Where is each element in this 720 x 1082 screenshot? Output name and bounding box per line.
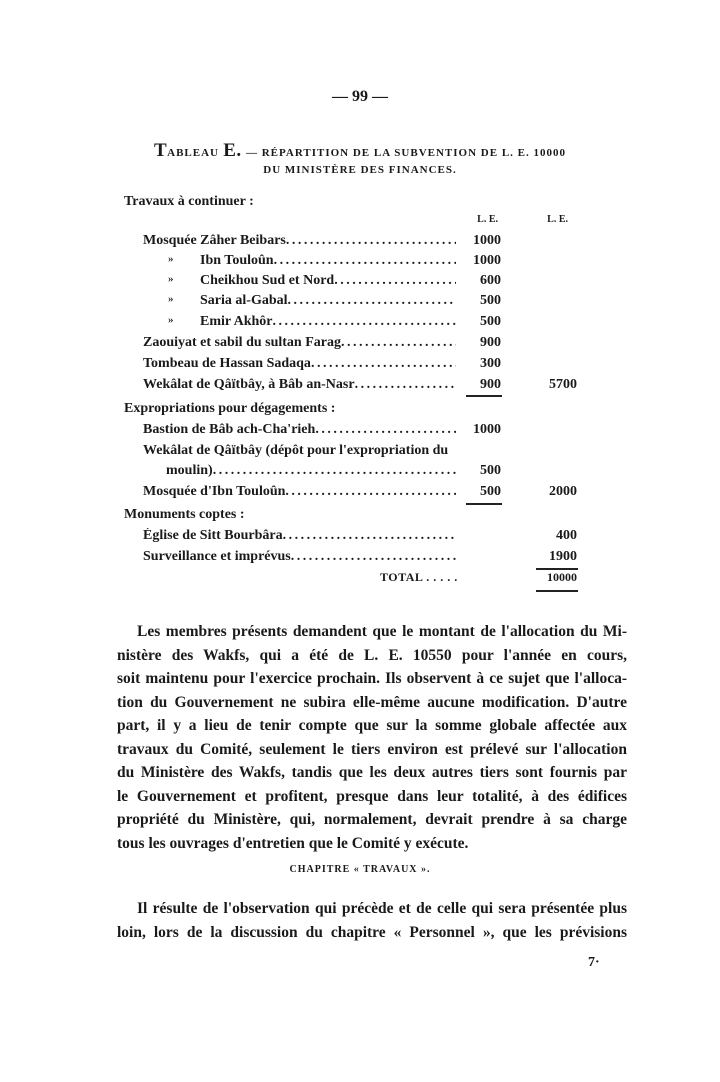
amount-col-2: 2000 — [549, 484, 577, 499]
section-heading: Monuments coptes : — [124, 507, 245, 522]
table-subtitle: DU MINISTÈRE DES FINANCES. — [263, 164, 457, 176]
column-header-2: L. E. — [547, 214, 568, 225]
subtotal-rule — [466, 503, 502, 505]
amount-col-2: 1900 — [549, 549, 577, 564]
dot-leader — [285, 484, 456, 500]
row-label: Surveillance et imprévus . . . — [143, 549, 456, 565]
amount-col-1: 500 — [480, 484, 501, 499]
ditto-mark: » — [168, 273, 174, 285]
row-label: Ibn Touloûn . . . — [200, 253, 456, 269]
ditto-mark: » — [168, 253, 174, 265]
dot-leader — [274, 253, 456, 269]
table-row — [0, 443, 720, 463]
row-label: Wekâlat de Qâïtbây (dépôt pour l'expropriation du — [143, 443, 449, 458]
total-rule — [536, 590, 578, 592]
dot-leader — [291, 549, 456, 565]
signature-mark: 7· — [588, 955, 600, 970]
dot-leader — [213, 463, 456, 479]
dot-leader — [311, 356, 456, 372]
dot-leader — [283, 528, 456, 544]
row-label: Mosquée d'Ibn Touloûn . . . — [143, 484, 456, 500]
table-row — [0, 377, 720, 397]
amount-col-1: 600 — [480, 273, 501, 288]
row-label: Wekâlat de Qâïtbây, à Bâb an-Nasr . . . — [143, 377, 456, 393]
row-label: Bastion de Bâb ach-Cha'rieh . . . — [143, 422, 456, 438]
dot-leader — [334, 273, 456, 289]
section-heading: Expropriations pour dégagements : — [124, 401, 336, 416]
paragraph-line: du Ministère des Wakfs, tandis que les deux autres tiers sont fournis par — [117, 764, 627, 781]
paragraph-line: Il résulte de l'observation qui précède et de celle qui sera présentée plus — [137, 900, 627, 917]
total-label: TOTAL . . . . . — [380, 570, 458, 584]
title-prefix-cap: T — [153, 140, 168, 161]
table-row — [0, 273, 720, 293]
row-label: Mosquée Zâher Beibars . . . — [143, 233, 456, 249]
ditto-mark: » — [168, 293, 174, 305]
row-label: Église de Sitt Bourbâra . . . — [143, 528, 456, 544]
row-label: Cheikhou Sud et Nord . . . — [200, 273, 456, 289]
dot-leader — [272, 314, 456, 330]
amount-col-1: 1000 — [473, 233, 501, 248]
paragraph-1 — [117, 620, 627, 855]
amount-col-1: 900 — [480, 377, 501, 392]
title-prefix-rest: ABLEAU — [167, 147, 219, 159]
dot-leader — [288, 293, 456, 309]
amount-col-1: 900 — [480, 335, 501, 350]
chapter-heading: CHAPITRE « TRAVAUX ». — [289, 864, 431, 875]
table-row — [0, 549, 720, 569]
subtotal-rule — [466, 395, 502, 397]
paragraph-line: Les membres présents demandent que le montant de l'allocation du Mi- — [137, 623, 627, 640]
amount-col-1: 1000 — [473, 422, 501, 437]
table-title — [0, 140, 720, 162]
amount-col-2: 5700 — [549, 377, 577, 392]
amount-col-1: 1000 — [473, 253, 501, 268]
table-row — [0, 314, 720, 334]
paragraph-line: part, il y a lieu de tenir compte que sur la somme globale affectée aux — [117, 717, 627, 734]
dot-leader — [286, 233, 456, 249]
table-row — [0, 233, 720, 253]
row-label: Emir Akhôr . . . — [200, 314, 456, 330]
table-row — [0, 422, 720, 442]
total-row — [0, 570, 720, 590]
amount-col-1: 500 — [480, 293, 501, 308]
table-row — [0, 484, 720, 504]
paragraph-line: soit maintenu pour l'exercice prochain. Ils observent à ce sujet que l'alloca- — [117, 670, 627, 687]
paragraph-line: nistère des Wakfs, qui a été de L. E. 10550 pour l'année en cours, — [117, 646, 627, 664]
row-label: Saria al-Gabal . . . — [200, 293, 456, 309]
dot-leader — [341, 335, 456, 351]
title-letter: E. — [223, 140, 242, 161]
amount-col-1: 500 — [480, 463, 501, 478]
dot-leader — [355, 377, 456, 393]
section-heading: Travaux à continuer : — [124, 194, 254, 209]
table-row — [0, 335, 720, 355]
column-headers — [0, 214, 720, 234]
paragraph-line: tous les ouvrages d'entretien que le Comité y exécute. — [117, 834, 469, 852]
table-row — [0, 253, 720, 273]
paragraph-line: le Gouvernement et profitent, presque dans leur totalité, à des édifices — [117, 787, 627, 805]
column-header-1: L. E. — [477, 214, 498, 225]
dot-leader — [315, 422, 456, 438]
title-rest: — RÉPARTITION DE LA SUBVENTION DE L. E. 10000 — [245, 147, 567, 159]
paragraph-line: travaux du Comité, seulement le tiers environ est prélevé sur l'allocation — [117, 740, 627, 758]
row-label: moulin) . . . — [166, 463, 456, 479]
row-label: Zaouiyat et sabil du sultan Farag . . . — [143, 335, 456, 351]
page-number: — 99 — — [332, 88, 388, 105]
amount-col-2: 400 — [556, 528, 577, 543]
table-row — [0, 293, 720, 313]
table-row — [0, 528, 720, 548]
ditto-mark: » — [168, 314, 174, 326]
table-row — [0, 463, 720, 483]
amount-col-1: 300 — [480, 356, 501, 371]
paragraph-line: loin, lors de la discussion du chapitre « Personnel », que les prévisions — [117, 923, 627, 941]
paragraph-line: tion du Gouvernement ne subira elle-même aucune modification. D'autre — [117, 693, 627, 711]
table-row — [0, 356, 720, 376]
paragraph-2 — [117, 897, 627, 944]
total-value: 10000 — [547, 570, 577, 584]
paragraph-line: propriété du Ministère, qui, normalement, devrait prendre à sa charge — [117, 811, 627, 828]
row-label: Tombeau de Hassan Sadaqa . . . — [143, 356, 456, 372]
amount-col-1: 500 — [480, 314, 501, 329]
